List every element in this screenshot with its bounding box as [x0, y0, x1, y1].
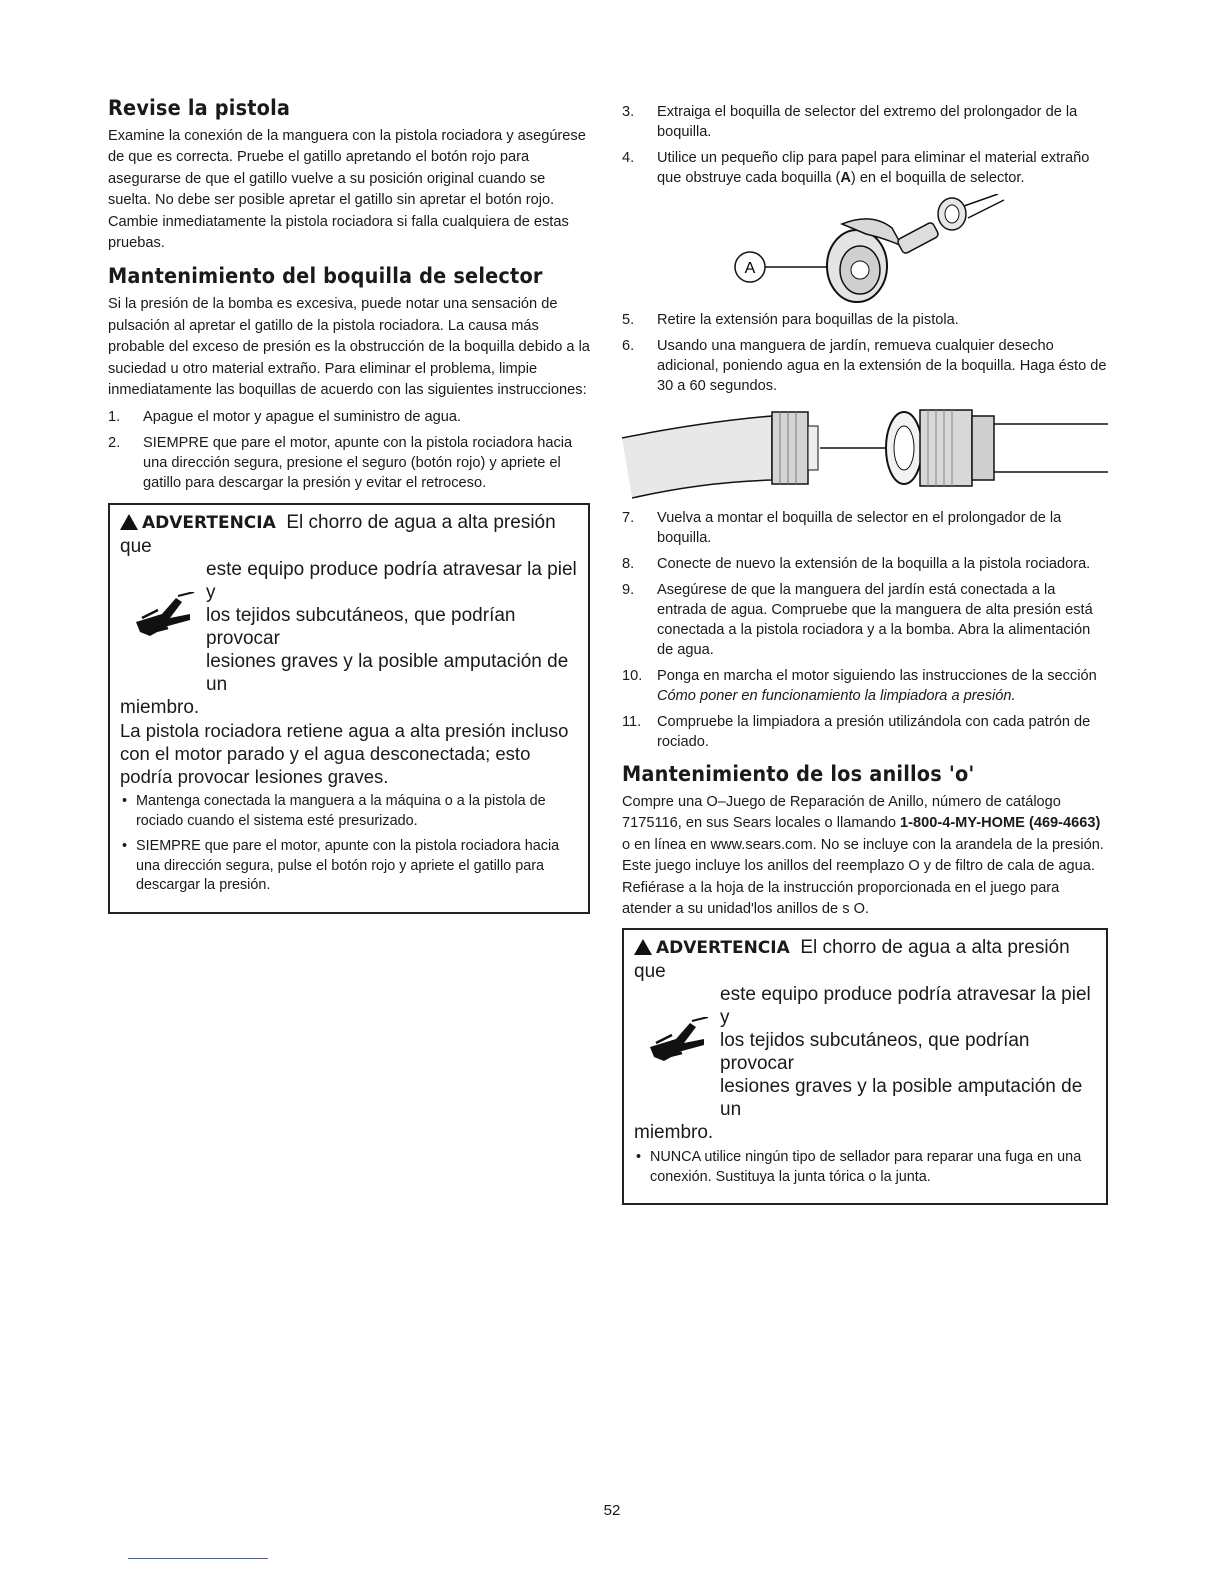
list-item: • Mantenga conectada la manguera a la máquina o a la pistola de rociado cuando el sistema esté presurizado. [120, 792, 578, 831]
section-body-revise-pistola: Examine la conexión de la manguera con la pistola rociadora y asegúrese de que es correcta. Pruebe el gatillo apretando el botón rojo para asegurarse de que el gatillo vuelve a su posición original cuando se suelta. No debe ser posible apretar el gatillo sin apretar el botón rojo. Cambie inmediatamente la pistola rociadora si falla cualquiera de estas pruebas. [108, 128, 586, 252]
section-body-boquilla-selector: Si la presión de la bomba es excesiva, puede notar una sensación de pulsación al apretar el gatillo de la pistola rociadora. La causa más probable del exceso de presión es la obstrucción de la boquilla debido a la suciedad u otro material extraño. Para eliminar el problema, limpie inmediatamente las boquillas de acuerdo con las siguientes instrucciones: [108, 296, 590, 399]
right-column [622, 102, 1108, 1205]
page-number: 52 [603, 1502, 621, 1519]
list-item: 7. Vuelva a montar el boquilla de selector en el prolongador de la boquilla. [622, 510, 1062, 546]
list-item: • NUNCA utilice ningún tipo de sellador para reparar una fuga en una conexión. Sustituya la junta tórica o la junta. [634, 1148, 1096, 1187]
list-item: 9. Asegúrese de que la manguera del jardín está conectada a la entrada de agua. Compruebe que la manguera de alta presión está conectada a la pistola rociadora y a la bomba. Abra la alimentación de agua. [622, 582, 1093, 658]
steps-list-right-a [622, 102, 1108, 188]
footer-rule [128, 1558, 268, 1559]
steps-list-right-c [622, 508, 1108, 752]
steps-list-right-b [622, 310, 1108, 396]
warning-box-left [108, 503, 590, 914]
list-item: 11. Compruebe la limpiadora a presión utilizándola con cada patrón de rociado. [622, 714, 1091, 750]
selector-nozzle-figure [622, 194, 1108, 304]
hose-extension-figure [622, 402, 1108, 502]
list-item: 2. SIEMPRE que pare el motor, apunte con la pistola rociadora hacia una dirección segura, presione el seguro (botón rojo) y apriete el gatillo para descargar la presión y evitar el retroceso. [108, 435, 573, 492]
list-item: 6. Usando una manguera de jardín, remueva cualquier desecho adicional, poniendo agua en la extensión de la boquilla. Haga ésto de 30 a 60 segundos. [622, 338, 1107, 394]
selector-nozzle-illustration [622, 194, 1108, 304]
high-pressure-spray-hand-icon [132, 592, 196, 640]
warning-body: este equipo produce podría atravesar la piel y los tejidos subcutáneos, que podrían provocar lesiones graves y la posible amputación de un miembro. [120, 559, 577, 719]
figure-callout-label: A [744, 260, 756, 277]
steps-list-left [108, 407, 590, 493]
section-title-anillos-o: Mantenimiento de los anillos 'o' [622, 762, 975, 786]
list-item: 8. Conecte de nuevo la extensión de la boquilla a la pistola rociadora. [622, 556, 1091, 572]
warning-body: este equipo produce podría atravesar la piel y los tejidos subcutáneos, que podrían provocar lesiones graves y la posible amputación de un miembro. [634, 984, 1091, 1144]
list-item: 10. Ponga en marcha el motor siguiendo las instrucciones de la sección Cómo poner en funcionamiento la limpiadora a presión. [622, 668, 1097, 704]
section-body-anillos-o: Compre una O–Juego de Reparación de Anillo, número de catálogo 7175116, en sus Sears locales o llamando 1-800-4-MY-HOME (469-4663) o en línea en www.sears.com. No se incluye con la arandela de la presión. Este juego incluye los anillos del reemplazo O y de filtro de cala de agua. Refiérase a la hoja de la instrucción proporcionada en el juego para atender a su unidad'los anillos de s O. [622, 794, 1104, 918]
warning-triangle-icon [120, 514, 138, 530]
warning-bullets [634, 1148, 1096, 1187]
warning-heading: ADVERTENCIA El chorro de agua a alta presión que [120, 512, 556, 558]
list-item: 3. Extraiga el boquilla de selector del extremo del prolongador de la boquilla. [622, 104, 1078, 140]
list-item: 1. Apague el motor y apague el suministro de agua. [108, 409, 462, 426]
high-pressure-spray-hand-icon [646, 1017, 710, 1065]
section-title-boquilla-selector: Mantenimiento del boquilla de selector [108, 264, 543, 289]
warning-bullets [120, 792, 578, 896]
list-item: 4. Utilice un pequeño clip para papel para eliminar el material extraño que obstruye cada boquilla (A) en el boquilla de selector. [622, 150, 1090, 186]
warning-box-right [622, 928, 1108, 1205]
list-item: 5. Retire la extensión para boquillas de la pistola. [622, 312, 959, 328]
section-title-revise-pistola: Revise la pistola [108, 96, 291, 120]
warning-triangle-icon [634, 939, 652, 955]
warning-paragraph: La pistola rociadora retiene agua a alta presión incluso con el motor parado y el agua desconectada; esto podría provocar lesiones graves. [120, 720, 569, 788]
garden-hose-connector-illustration [622, 402, 1108, 502]
left-column [108, 96, 590, 914]
warning-heading: ADVERTENCIA El chorro de agua a alta presión que [634, 937, 1070, 983]
list-item: • SIEMPRE que pare el motor, apunte con la pistola rociadora hacia una dirección segura, pulse el botón rojo y apriete el gatillo para descargar la presión. [120, 837, 578, 896]
phone-number: 1-800-4-MY-HOME [900, 815, 1025, 832]
